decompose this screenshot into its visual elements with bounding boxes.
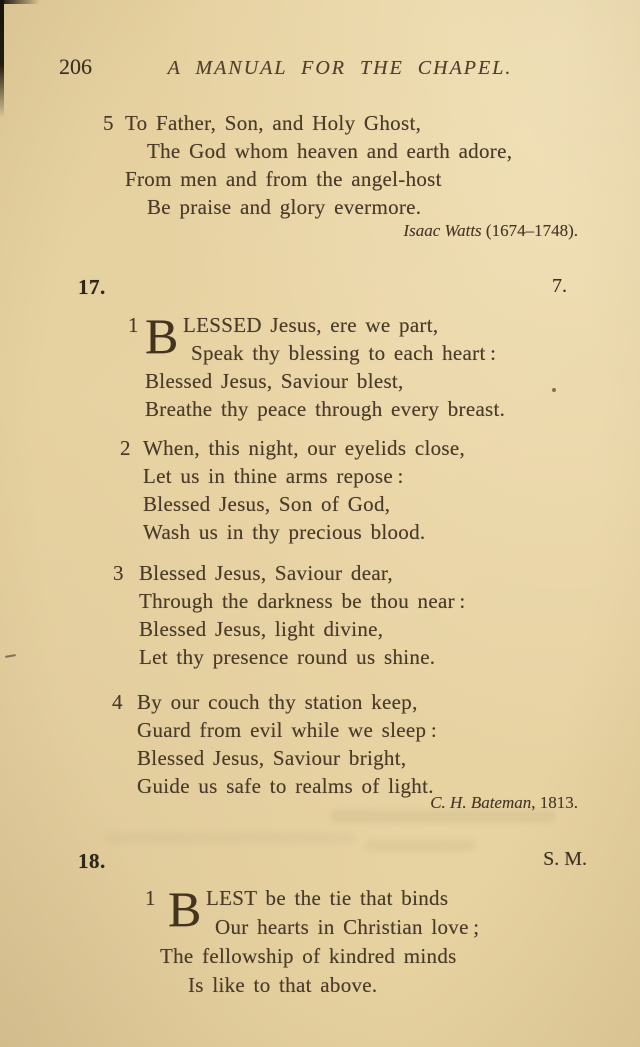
verse-line: Blessed Jesus, Son of God, bbox=[143, 492, 391, 516]
hymn-17-verse-3 bbox=[113, 559, 466, 671]
running-header: A MANUAL FOR THE CHAPEL. bbox=[167, 57, 513, 79]
verse-line: Guide us safe to realms of light. bbox=[137, 774, 434, 798]
continued-hymn-verse-5 bbox=[103, 109, 513, 221]
hymn-17-verse-4 bbox=[112, 688, 437, 800]
scan-edge-artifact-left bbox=[0, 0, 4, 118]
verse-number: 1 bbox=[145, 886, 156, 910]
scan-edge-artifact-top bbox=[0, 0, 40, 4]
verse-line: The God whom heaven and earth adore, bbox=[147, 139, 513, 163]
verse-line: Breathe thy peace through every breast. bbox=[145, 397, 506, 421]
verse-line: Let thy presence round us shine. bbox=[139, 645, 436, 669]
verse-line: Guard from evil while we sleep : bbox=[137, 718, 437, 742]
drop-cap: B bbox=[168, 881, 202, 937]
verse-line: Blessed Jesus, Saviour blest, bbox=[145, 369, 404, 393]
verse-line: The fellowship of kindred minds bbox=[160, 944, 457, 968]
hymn-18-verse-1 bbox=[145, 881, 480, 1000]
verse-number: 5 bbox=[103, 111, 114, 135]
showthrough-smudge bbox=[365, 840, 475, 851]
verse-line: Speak thy blessing to each heart : bbox=[191, 341, 497, 365]
verse-number: 2 bbox=[120, 436, 131, 460]
hymn-17-verse-2 bbox=[120, 434, 466, 546]
author-name: C. H. Bateman bbox=[430, 793, 532, 812]
verse-line: Let us in thine arms repose : bbox=[143, 464, 404, 488]
author-dates: (1674–1748). bbox=[481, 221, 578, 240]
author-name: Isaac Watts bbox=[403, 221, 482, 240]
verse-line: Blessed Jesus, Saviour bright, bbox=[137, 746, 407, 770]
hymn-17-meter: 7. bbox=[552, 275, 567, 297]
hymn-17-number: 17. bbox=[78, 275, 106, 299]
verse-line: By our couch thy station keep, bbox=[137, 690, 418, 714]
verse-line: Through the darkness be thou near : bbox=[139, 589, 466, 613]
verse-line: LEST be the tie that binds bbox=[206, 886, 449, 910]
drop-cap: B bbox=[145, 308, 179, 364]
verse-line: Is like to that above. bbox=[188, 973, 378, 997]
hymn-18-number: 18. bbox=[78, 849, 106, 873]
verse-line: LESSED Jesus, ere we part, bbox=[183, 313, 439, 337]
verse-line: Blessed Jesus, Saviour dear, bbox=[139, 561, 393, 585]
paper-speck bbox=[552, 388, 556, 392]
hymn-17-verse-1 bbox=[128, 308, 506, 423]
attribution-watts bbox=[403, 221, 578, 241]
verse-line: Wash us in thy precious blood. bbox=[143, 520, 426, 544]
hymn-18-meter: S. M. bbox=[543, 848, 587, 870]
page-number: 206 bbox=[59, 54, 92, 79]
attribution-bateman bbox=[430, 793, 578, 813]
showthrough-smudge bbox=[105, 832, 355, 844]
verse-line: Blessed Jesus, light divine, bbox=[139, 617, 384, 641]
verse-number: 4 bbox=[112, 690, 123, 714]
author-date: , 1813. bbox=[531, 793, 578, 812]
margin-mark bbox=[5, 654, 16, 658]
verse-number: 3 bbox=[113, 561, 124, 585]
verse-line: From men and from the angel-host bbox=[125, 167, 442, 191]
verse-line: Our hearts in Christian love ; bbox=[215, 915, 480, 939]
verse-line: To Father, Son, and Holy Ghost, bbox=[125, 111, 422, 135]
verse-line: Be praise and glory evermore. bbox=[147, 195, 422, 219]
verse-line: When, this night, our eyelids close, bbox=[143, 436, 466, 460]
verse-number: 1 bbox=[128, 313, 139, 337]
